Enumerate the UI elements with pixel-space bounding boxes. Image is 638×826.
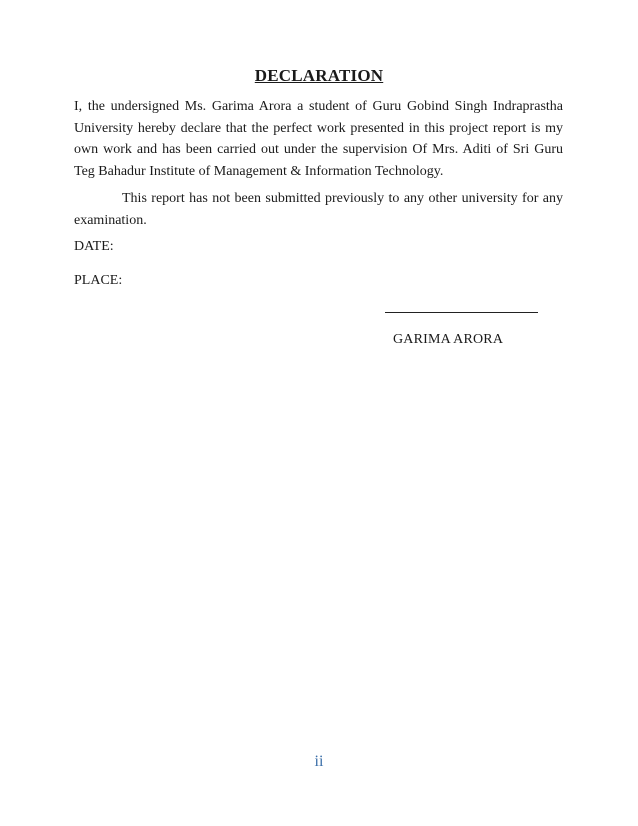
signatory-name: GARIMA ARORA [393,332,504,347]
signature-line [385,312,538,313]
date-label: DATE: [74,239,114,254]
place-label: PLACE: [74,273,123,288]
page-title: DECLARATION [254,66,384,85]
submission-paragraph: This report has not been submitted previously to any other university for any examination. [74,191,563,228]
page-number: ii [314,753,324,770]
declaration-paragraph: I, the undersigned Ms. Garima Arora a student of Guru Gobind Singh Indraprastha University hereby declare that the perfect work presented in this project report is my own work and has been carried out under the supervision Of Mrs. Aditi of Sri Guru Teg Bahadur Institute of Management & Information Technology. [74,99,563,179]
